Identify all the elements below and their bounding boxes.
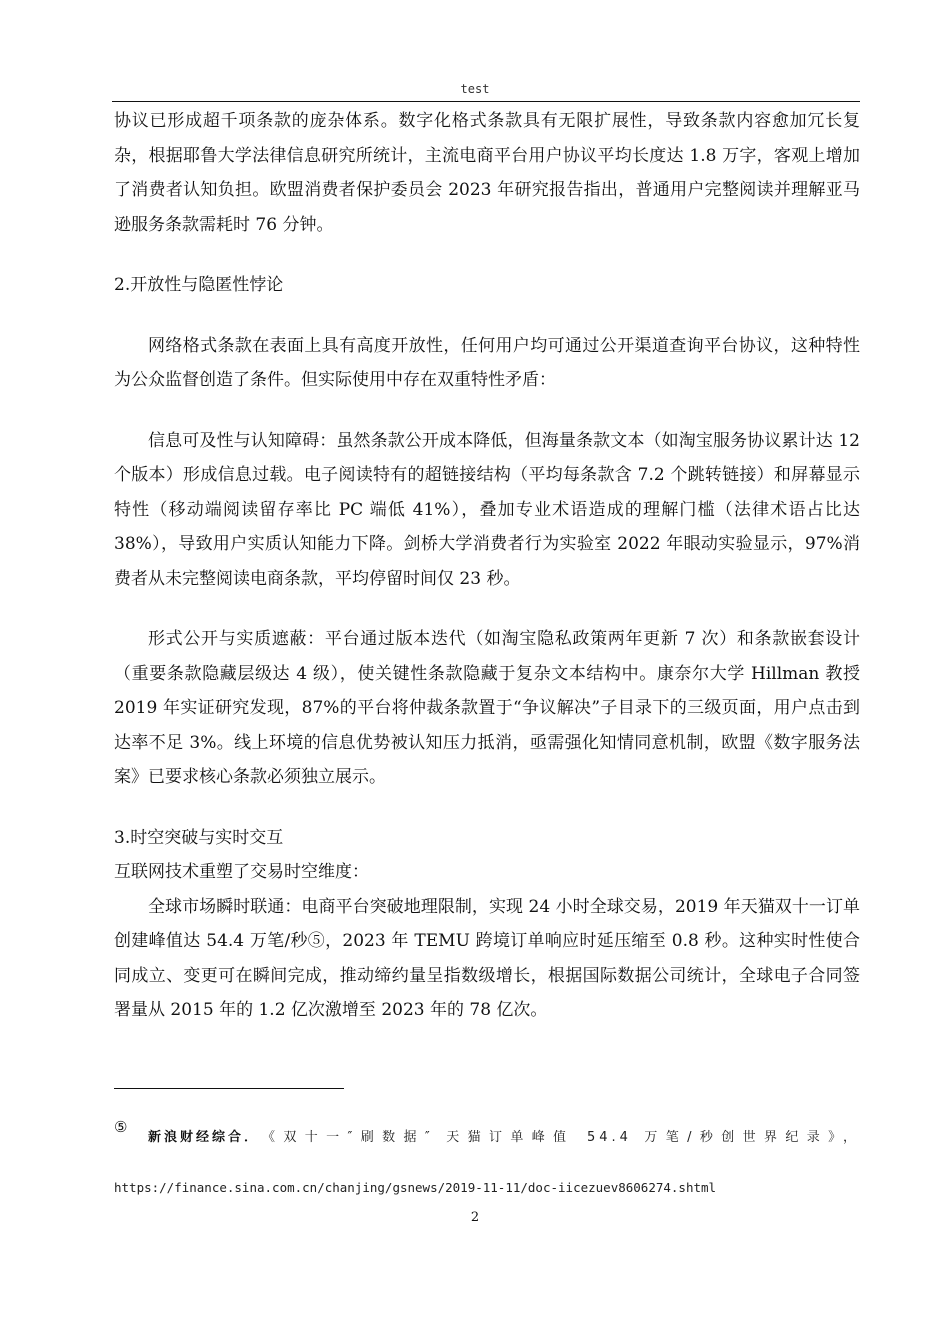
footnote-marker: ⑤ [114, 1118, 128, 1136]
footnote-url[interactable]: https://finance.sina.com.cn/chanjing/gsnews/2019-11-11/doc-iicezuev8606274.shtml [114, 1180, 717, 1195]
body-paragraph: 协议已形成超千项条款的庞杂体系。数字化格式条款具有无限扩展性，导致条款内容愈加冗长复杂，根据耶鲁大学法律信息研究所统计，主流电商平台用户协议平均长度达 1.8 万字，客观上增加了消费者认知负担。欧盟消费者保护委员会 2023 年研究报告指出，普通用户完整阅读并理解亚马逊服务条款需耗时 76 分钟。 [114, 111, 860, 235]
body-paragraph: 信息可及性与认知障碍：虽然条款公开成本降低，但海量条款文本（如淘宝服务协议累计达 12 个版本）形成信息过载。电子阅读特有的超链接结构（平均每条款含 7.2 个跳转链接）和屏幕显示特性（移动端阅读留存率比 PC 端低 41%），叠加专业术语造成的理解门槛（法律术语占比达 38%），导致用户实质认知能力下降。剑桥大学消费者行为实验室 2022 年眼动实验显示，97%消费者从未完整阅读电商条款，平均停留时间仅 23 秒。 [114, 430, 860, 589]
body-paragraph: 形式公开与实质遮蔽：平台通过版本迭代（如淘宝隐私政策两年更新 7 次）和条款嵌套设计（重要条款隐藏层级达 4 级），使关键性条款隐藏于复杂文本结构中。康奈尔大学 Hillman 教授 2019 年实证研究发现，87%的平台将仲裁条款置于“争议解决”子目录下的三级页面，用户点击到达率不足 3%。线上环境的信息优势被认知压力抵消，亟需强化知情同意机制，欧盟《数字服务法案》已要求核心条款必须独立展示。 [114, 629, 860, 787]
page-header: test [460, 82, 490, 96]
body-paragraph: 全球市场瞬时联通：电商平台突破地理限制，实现 24 小时全球交易，2019 年天猫双十一订单创建峰值达 54.4 万笔/秒⑤，2023 年 TEMU 跨境订单响应时延压缩至 0.8 秒。这种实时性使合同成立、变更可在瞬间完成，推动缔约量呈指数级增长，根据国际数据公司统计，全球电子合同签署量从 2015 年的 1.2 亿次激增至 2023 年的 78 亿次。 [114, 896, 860, 1020]
footnote-title: 《双十一″刷数据″ 天猫订单峰值 54.4 万笔/秒创世界纪录》， [262, 1130, 860, 1145]
section-heading: 2.开放性与隐匿性悖论 [114, 275, 284, 295]
page-number: 2 [470, 1210, 480, 1225]
header-rule [112, 101, 860, 102]
section-heading: 3.时空突破与实时交互 [114, 827, 284, 848]
body-paragraph: 互联网技术重塑了交易时空维度： [114, 862, 369, 882]
body-paragraph: 网络格式条款在表面上具有高度开放性，任何用户均可通过公开渠道查询平台协议，这种特性为公众监督创造了条件。但实际使用中存在双重特性矛盾： [114, 335, 860, 390]
document-body [114, 104, 860, 1028]
footnote-source: 新浪财经综合． [148, 1130, 261, 1145]
footnote-rule [114, 1088, 344, 1089]
